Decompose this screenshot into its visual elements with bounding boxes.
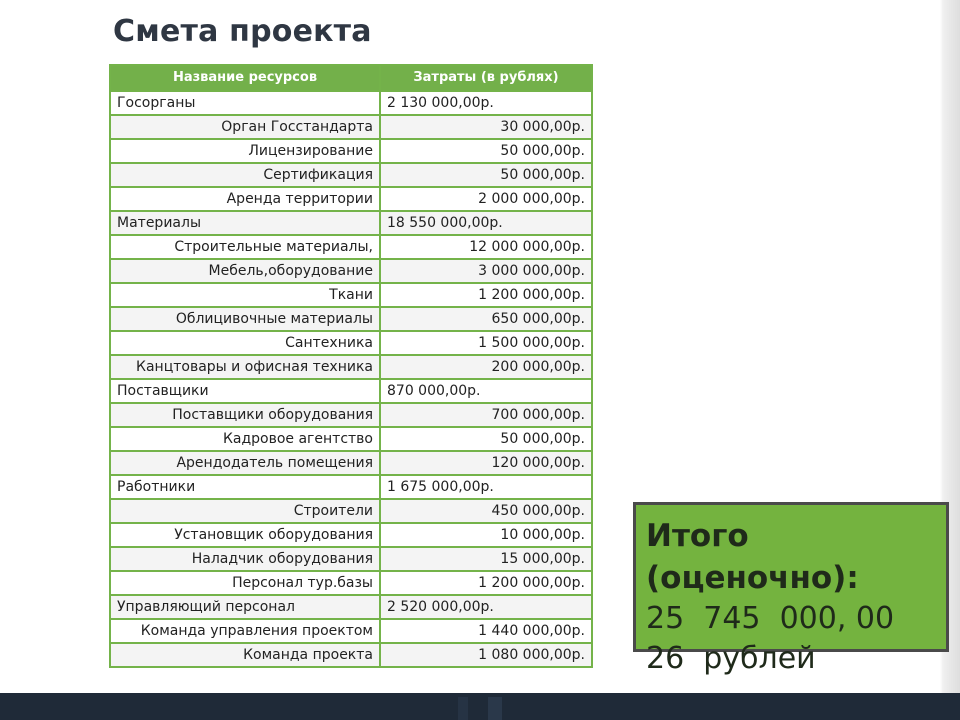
resource-name-cell: Персонал тур.базы <box>110 571 380 595</box>
cost-cell: 18 550 000,00р. <box>380 211 592 235</box>
resource-name-cell: Мебель,оборудование <box>110 259 380 283</box>
resource-name-cell: Строители <box>110 499 380 523</box>
total-label: Итого (оценочно): <box>646 518 859 596</box>
cost-cell: 120 000,00р. <box>380 451 592 475</box>
resource-name-cell: Команда управления проектом <box>110 619 380 643</box>
resource-name-cell: Управляющий персонал <box>110 595 380 619</box>
cost-cell: 200 000,00р. <box>380 355 592 379</box>
table-row <box>110 499 592 523</box>
cost-cell: 1 675 000,00р. <box>380 475 592 499</box>
cost-cell: 1 500 000,00р. <box>380 331 592 355</box>
resource-name-cell: Команда проекта <box>110 643 380 667</box>
cost-cell: 15 000,00р. <box>380 547 592 571</box>
column-header-cost: Затраты (в рублях) <box>380 65 592 91</box>
cost-cell: 650 000,00р. <box>380 307 592 331</box>
table-row <box>110 355 592 379</box>
table-row <box>110 643 592 667</box>
resource-name-cell: Работники <box>110 475 380 499</box>
estimate-table-body <box>110 91 592 667</box>
table-row <box>110 115 592 139</box>
resource-name-cell: Канцтовары и офисная техника <box>110 355 380 379</box>
table-row-group <box>110 595 592 619</box>
table-row-group <box>110 475 592 499</box>
table-row <box>110 427 592 451</box>
resource-name-cell: Арендодатель помещения <box>110 451 380 475</box>
cost-cell: 870 000,00р. <box>380 379 592 403</box>
table-row <box>110 451 592 475</box>
table-row <box>110 139 592 163</box>
total-value-line-2: 26 рублей <box>646 641 816 676</box>
cost-cell: 50 000,00р. <box>380 163 592 187</box>
table-row <box>110 619 592 643</box>
estimate-table <box>109 64 593 668</box>
resource-name-cell: Поставщики <box>110 379 380 403</box>
table-row <box>110 547 592 571</box>
bottom-decorative-band <box>0 693 960 720</box>
cost-cell: 700 000,00р. <box>380 403 592 427</box>
resource-name-cell: Сантехника <box>110 331 380 355</box>
resource-name-cell: Сертификация <box>110 163 380 187</box>
table-row <box>110 283 592 307</box>
cost-cell: 3 000 000,00р. <box>380 259 592 283</box>
table-row <box>110 331 592 355</box>
table-row <box>110 235 592 259</box>
table-row <box>110 571 592 595</box>
cost-cell: 2 520 000,00р. <box>380 595 592 619</box>
cost-cell: 2 130 000,00р. <box>380 91 592 115</box>
resource-name-cell: Кадровое агентство <box>110 427 380 451</box>
cost-cell: 2 000 000,00р. <box>380 187 592 211</box>
total-summary-box <box>633 502 949 676</box>
bottom-band-segment <box>458 697 468 720</box>
resource-name-cell: Установщик оборудования <box>110 523 380 547</box>
table-row <box>110 163 592 187</box>
table-row-group <box>110 379 592 403</box>
resource-name-cell: Ткани <box>110 283 380 307</box>
cost-cell: 450 000,00р. <box>380 499 592 523</box>
resource-name-cell: Поставщики оборудования <box>110 403 380 427</box>
cost-cell: 10 000,00р. <box>380 523 592 547</box>
bottom-band-segment <box>488 697 502 720</box>
table-row-group <box>110 211 592 235</box>
table-row <box>110 523 592 547</box>
resource-name-cell: Облицивочные материалы <box>110 307 380 331</box>
cost-cell: 1 080 000,00р. <box>380 643 592 667</box>
resource-name-cell: Орган Госстандарта <box>110 115 380 139</box>
cost-cell: 12 000 000,00р. <box>380 235 592 259</box>
table-row <box>110 259 592 283</box>
table-row <box>110 187 592 211</box>
cost-cell: 30 000,00р. <box>380 115 592 139</box>
resource-name-cell: Материалы <box>110 211 380 235</box>
resource-name-cell: Наладчик оборудования <box>110 547 380 571</box>
table-header-row <box>110 65 592 91</box>
slide-title: Смета проекта <box>113 14 372 49</box>
cost-cell: 1 440 000,00р. <box>380 619 592 643</box>
table-row-group <box>110 91 592 115</box>
resource-name-cell: Госорганы <box>110 91 380 115</box>
cost-cell: 1 200 000,00р. <box>380 283 592 307</box>
table-row <box>110 307 592 331</box>
total-value-line-1: 25 745 000, 00 <box>646 601 895 636</box>
table-row <box>110 403 592 427</box>
resource-name-cell: Аренда территории <box>110 187 380 211</box>
cost-cell: 1 200 000,00р. <box>380 571 592 595</box>
cost-cell: 50 000,00р. <box>380 427 592 451</box>
column-header-resource: Название ресурсов <box>110 65 380 91</box>
resource-name-cell: Строительные материалы, <box>110 235 380 259</box>
cost-cell: 50 000,00р. <box>380 139 592 163</box>
resource-name-cell: Лицензирование <box>110 139 380 163</box>
